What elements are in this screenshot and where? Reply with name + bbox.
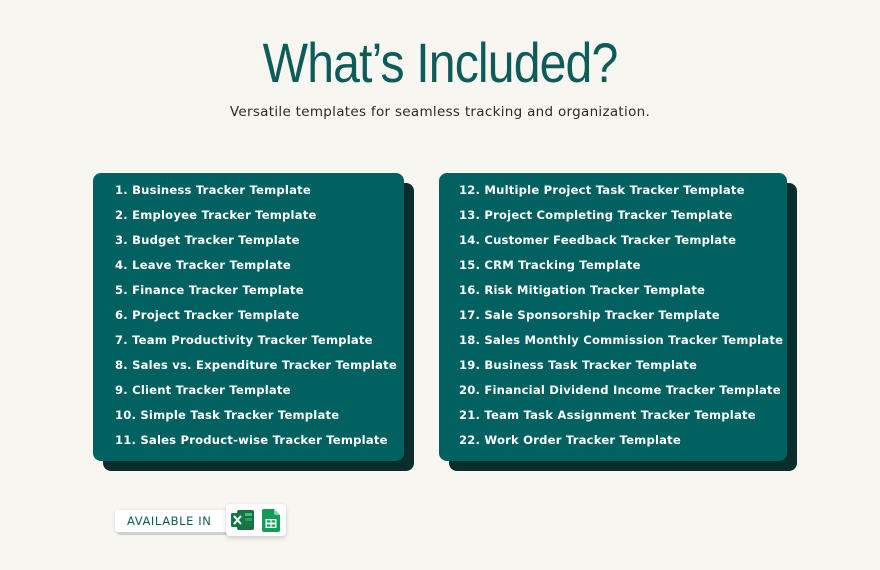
- list-item: 4. Leave Tracker Template: [115, 258, 291, 272]
- list-item: 7. Team Productivity Tracker Template: [115, 333, 373, 347]
- template-list: [115, 182, 404, 457]
- template-list-card-left: [93, 173, 404, 461]
- available-in-label: AVAILABLE IN: [115, 510, 227, 532]
- list-item: 5. Finance Tracker Template: [115, 283, 304, 297]
- list-item: 1. Business Tracker Template: [115, 183, 311, 197]
- card-body: [439, 173, 787, 461]
- list-item: 17. Sale Sponsorship Tracker Template: [459, 308, 720, 322]
- list-item: 12. Multiple Project Task Tracker Template: [459, 183, 745, 197]
- card-body: [93, 173, 404, 461]
- page-title: What’s Included?: [262, 31, 618, 94]
- list-item: 10. Simple Task Tracker Template: [115, 408, 340, 422]
- list-item: 3. Budget Tracker Template: [115, 233, 300, 247]
- list-item: 20. Financial Dividend Income Tracker Template: [459, 383, 781, 397]
- list-item: 19. Business Task Tracker Template: [459, 358, 698, 372]
- list-item: 22. Work Order Tracker Template: [459, 433, 681, 447]
- page-subtitle: Versatile templates for seamless tracking and organization.: [229, 104, 651, 120]
- available-apps: [226, 504, 286, 536]
- list-item: 2. Employee Tracker Template: [115, 208, 317, 222]
- list-item: 15. CRM Tracking Template: [459, 258, 641, 272]
- list-item: 9. Client Tracker Template: [115, 383, 291, 397]
- list-item: 21. Team Task Assignment Tracker Template: [459, 408, 756, 422]
- list-item: 6. Project Tracker Template: [115, 308, 300, 322]
- google-sheets-icon: [262, 509, 280, 532]
- list-item: 13. Project Completing Tracker Template: [459, 208, 733, 222]
- list-item: 8. Sales vs. Expenditure Tracker Template: [115, 358, 397, 372]
- excel-icon: [231, 509, 255, 531]
- list-item: 11. Sales Product-wise Tracker Template: [115, 433, 388, 447]
- template-list-card-right: [439, 173, 787, 461]
- template-list: [459, 182, 787, 457]
- list-item: 18. Sales Monthly Commission Tracker Template: [459, 333, 784, 347]
- list-item: 16. Risk Mitigation Tracker Template: [459, 283, 706, 297]
- list-item: 14. Customer Feedback Tracker Template: [459, 233, 737, 247]
